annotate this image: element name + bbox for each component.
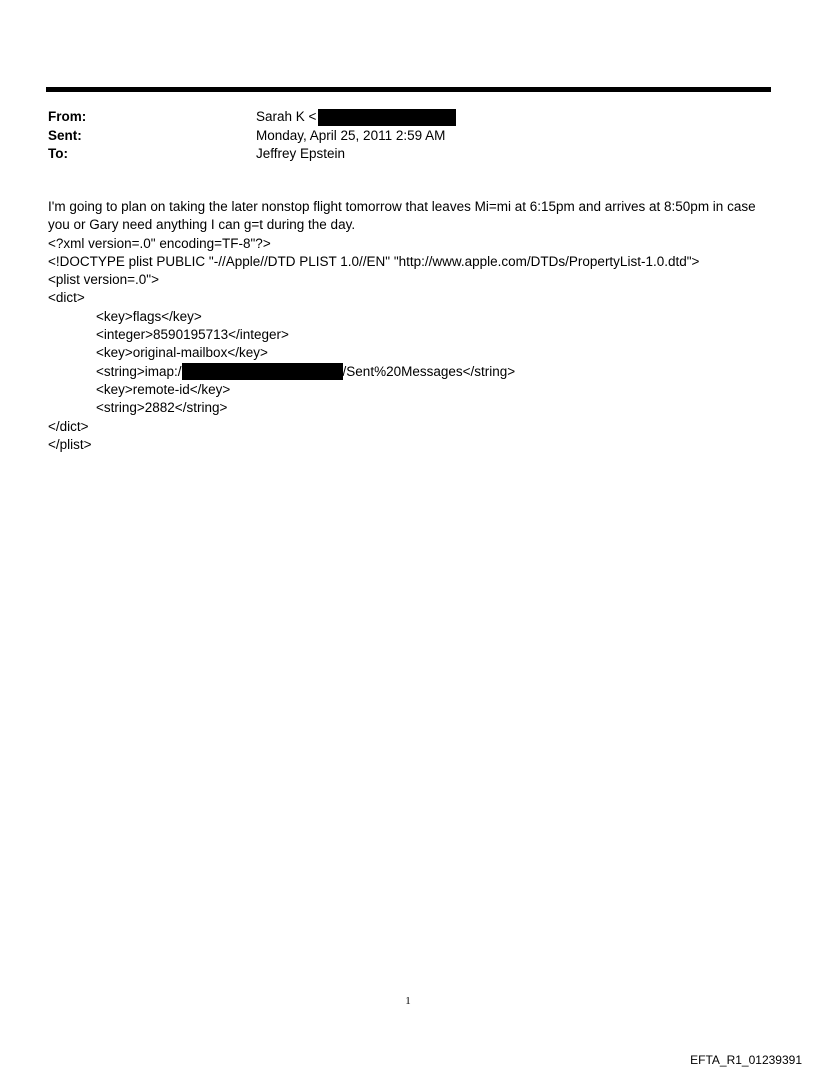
string-imap-suffix: /Sent%20Messages</string> bbox=[342, 363, 516, 379]
header-divider bbox=[46, 87, 771, 92]
to-label: To: bbox=[48, 146, 68, 161]
plist-open: <plist version=.0"> bbox=[48, 272, 159, 288]
key-flags: <key>flags</key> bbox=[96, 308, 202, 324]
xml-declaration: <?xml version=.0" encoding=TF-8"?> bbox=[48, 235, 271, 251]
string-remote-id: <string>2882</string> bbox=[96, 400, 228, 416]
sent-row bbox=[48, 127, 768, 146]
to-row bbox=[48, 145, 768, 164]
page-number: 1 bbox=[405, 995, 411, 1007]
imap-redaction bbox=[182, 363, 343, 380]
from-row bbox=[48, 108, 768, 127]
integer-value: <integer>8590195713</integer> bbox=[96, 327, 289, 343]
string-imap bbox=[48, 363, 778, 381]
doctype-line: <!DOCTYPE plist PUBLIC "-//Apple//DTD PLIST 1.0//EN" "http://www.apple.com/DTDs/PropertyList-1.0.dtd"> bbox=[48, 253, 700, 269]
sender-name: Sarah K < bbox=[256, 109, 317, 124]
email-header bbox=[48, 108, 768, 164]
plist-close: </plist> bbox=[48, 436, 92, 452]
message-paragraph: I'm going to plan on taking the later nonstop flight tomorrow that leaves Mi=mi at 6:15pm and arrives at 8:50pm in case you or Gary need anything I can g=t during the day. bbox=[48, 199, 756, 233]
string-imap-prefix: <string>imap:/ bbox=[96, 363, 182, 379]
email-body bbox=[48, 198, 778, 454]
from-value bbox=[256, 108, 456, 127]
sent-value: Monday, April 25, 2011 2:59 AM bbox=[256, 127, 446, 143]
document-id: EFTA_R1_01239391 bbox=[690, 1053, 802, 1067]
key-original-mailbox: <key>original-mailbox</key> bbox=[96, 345, 268, 361]
from-label: From: bbox=[48, 109, 87, 124]
sent-label: Sent: bbox=[48, 127, 82, 143]
sender-email-redaction bbox=[318, 109, 456, 126]
to-value: Jeffrey Epstein bbox=[256, 146, 346, 161]
key-remote-id: <key>remote-id</key> bbox=[96, 381, 231, 397]
dict-close: </dict> bbox=[48, 418, 89, 434]
dict-open: <dict> bbox=[48, 290, 85, 306]
